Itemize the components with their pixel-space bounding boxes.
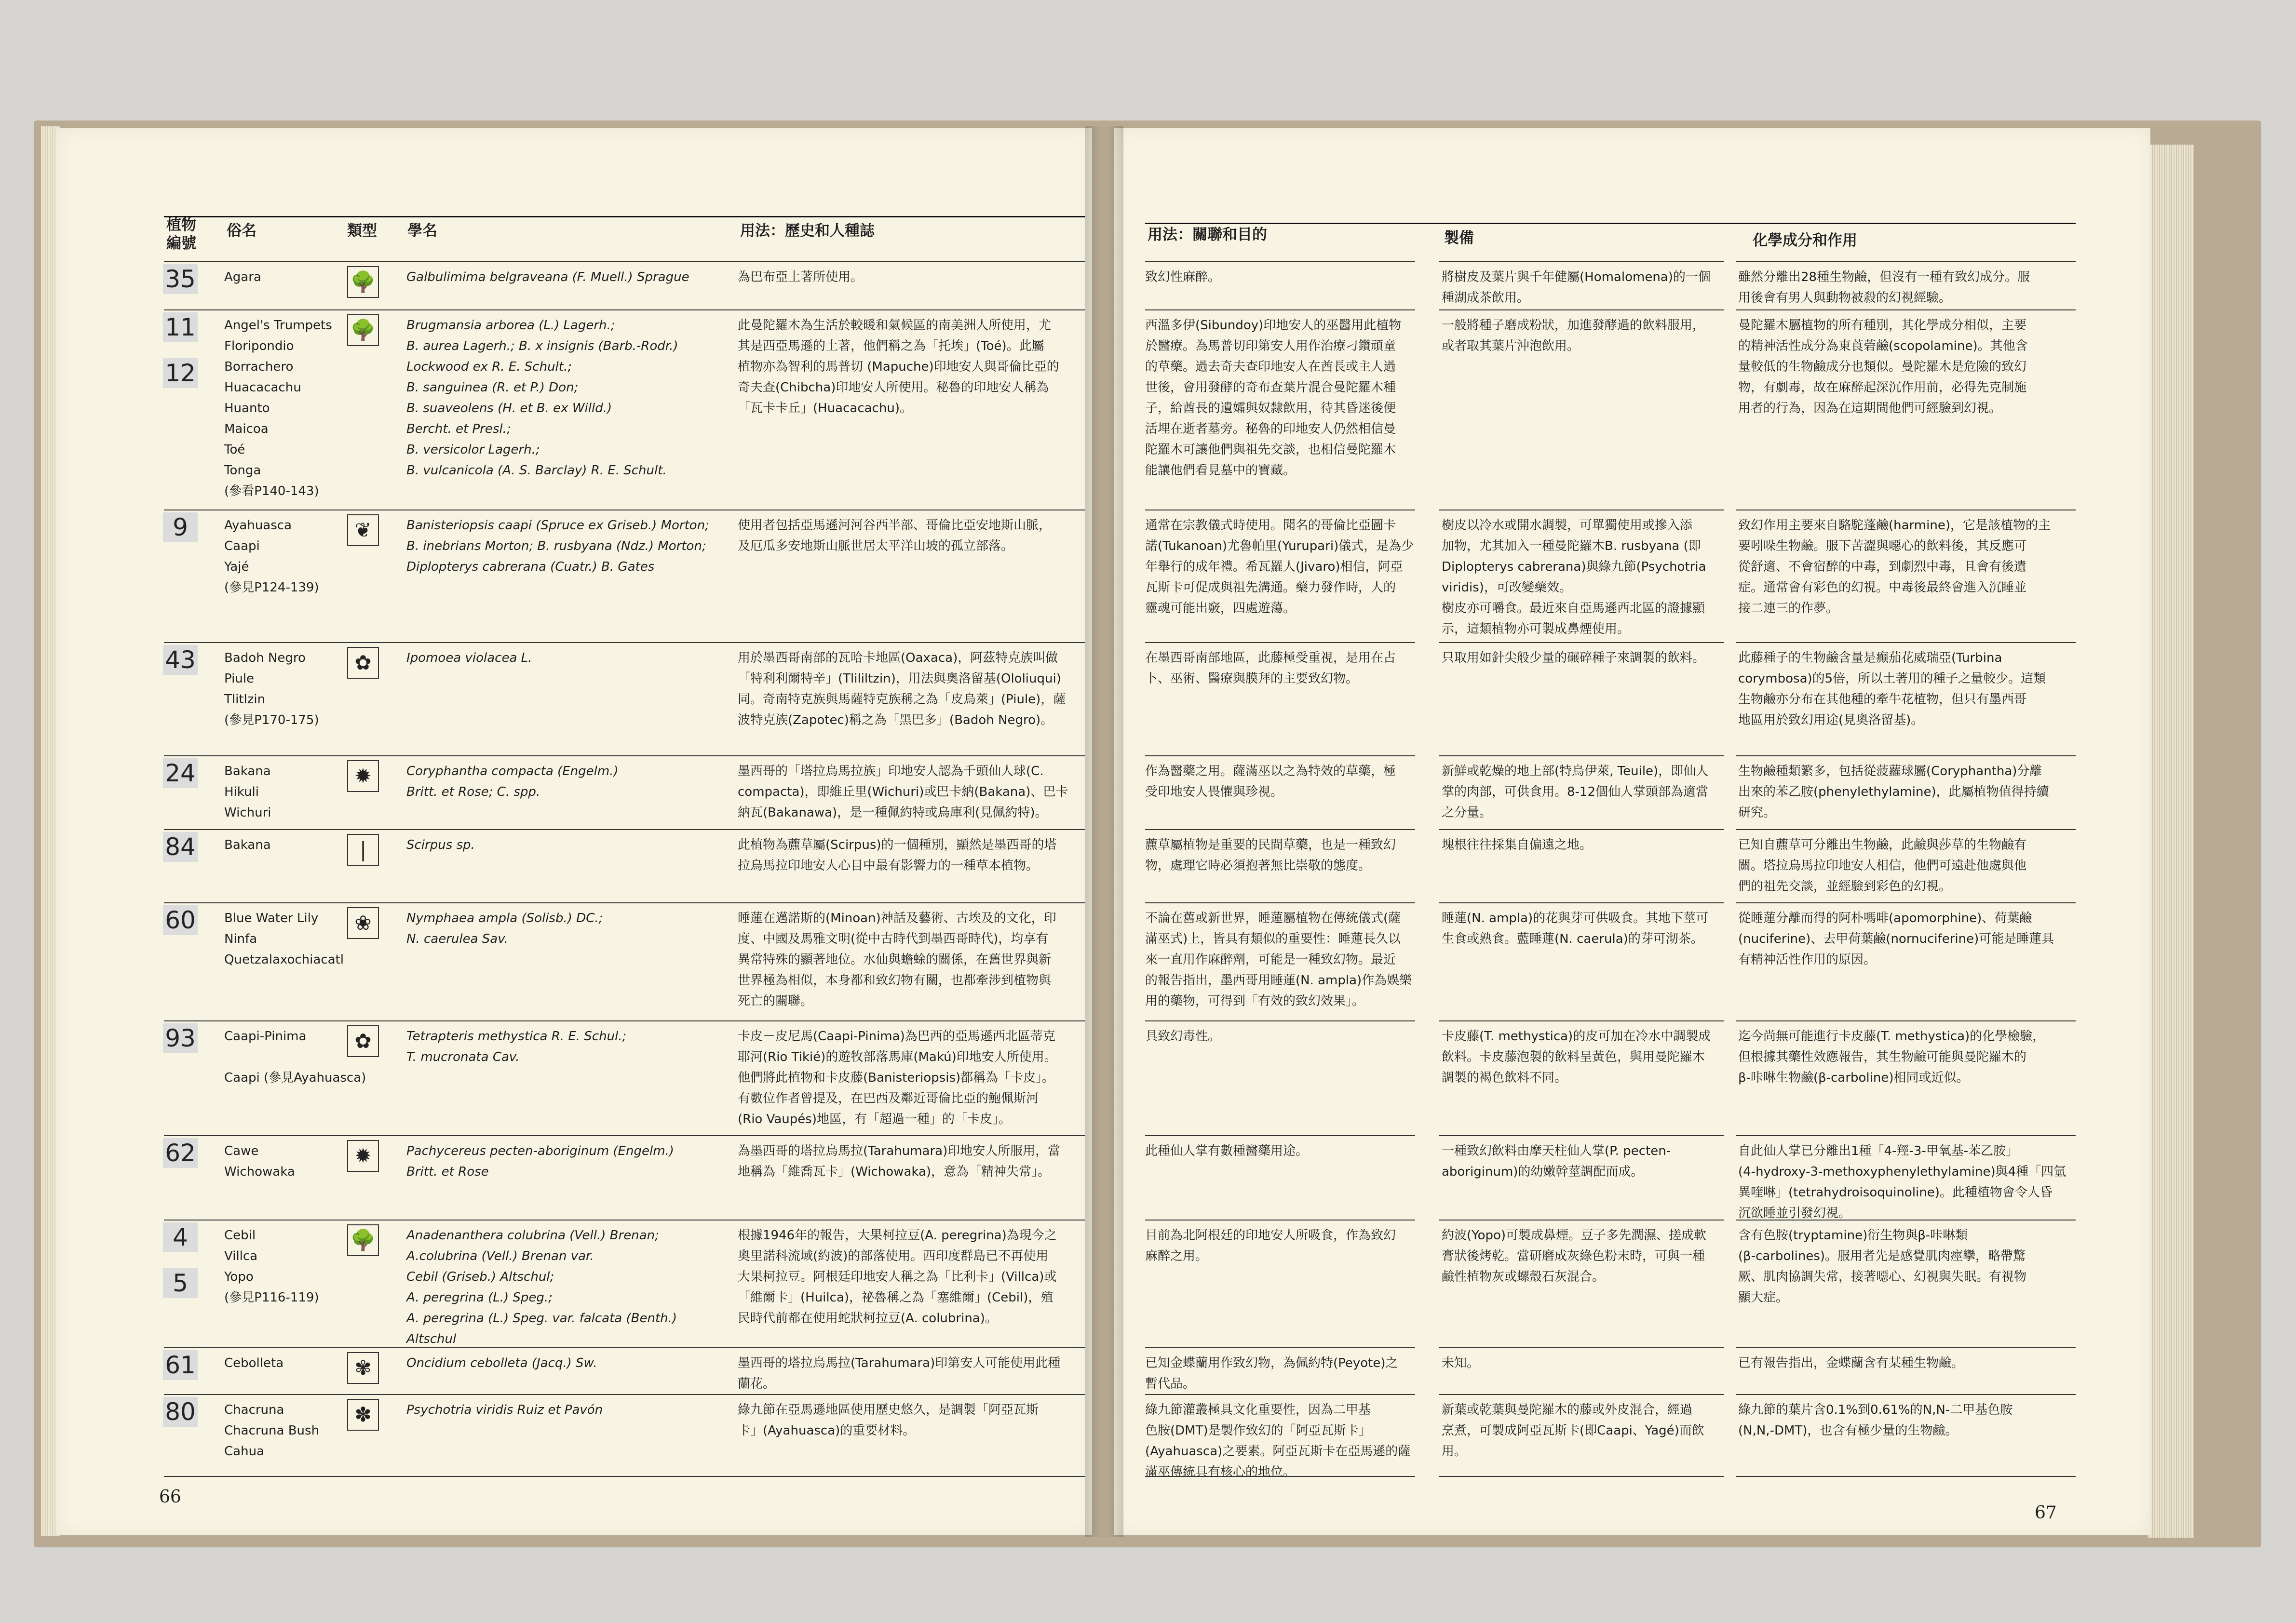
page-stack-right xyxy=(2148,145,2194,1538)
shrub-icon: ✽ xyxy=(347,1399,379,1431)
cell-chemistry: 曼陀羅木屬植物的所有種別，其化學成分相似，主要 的精神活性成分為東莨菪鹼(scopolamine)。其他含 量較低的生物鹼成分也類似。曼陀羅木是危險的致幻 物，有劇毒，故在麻醉起深沉作用前，必得先克制施 用者的行為，因為在這期間他們可經驗到幻視。 xyxy=(1738,318,2028,416)
row-separator xyxy=(1439,1020,1724,1021)
plant-number-badge: 24 xyxy=(163,758,198,788)
row-separator xyxy=(1439,1135,1724,1136)
plant-number-badge: 12 xyxy=(163,358,198,388)
cell-scientific: Brugmansia arborea (L.) Lagerh.; B. aurea Lagerh.; B. x insignis (Barb.-Rodr.) Lockwood ex R. E. Schult.; B. sanguinea (R. et P.) Don; B. suaveolens (H. et B. ex Willd.) Bercht. et Presl.; B. versicolor Lagerh.; B. vulcanicola (A. S. Barclay) R. E. Schult. xyxy=(406,318,678,478)
row-separator xyxy=(733,1347,1085,1348)
cell-scientific: Psychotria viridis Ruiz et Pavón xyxy=(406,1403,603,1417)
row-separator xyxy=(733,261,1085,262)
row-separator xyxy=(1145,1394,1415,1395)
plant-number-badge: 5 xyxy=(163,1268,198,1298)
cell-purpose: 已知金蝶蘭用作致幻物，為佩約特(Peyote)之 暫代品。 xyxy=(1145,1356,1398,1391)
book-gutter xyxy=(1085,126,1123,1537)
table-bottom-rule xyxy=(1736,1476,2076,1477)
cell-scientific: Coryphantha compacta (Engelm.) Britt. et Rose; C. spp. xyxy=(406,764,619,799)
cell-chemistry: 雖然分離出28種生物鹼，但沒有一種有致幻成分。服 用後會有男人與動物被殺的幻視經驗。 xyxy=(1738,270,2030,305)
cactus-icon: ✹ xyxy=(347,760,379,792)
cell-history: 為巴布亞土著所使用。 xyxy=(738,270,864,284)
cell-chemistry: 致幻作用主要來自駱駝蓬鹼(harmine)，它是該植物的主 要吲哚生物鹼。服下苦澀與噁心的飲料後，其反應可 從舒適、不會宿醉的中毒，到劇烈中毒，且會有後遺 症。通常會有彩色的幻視。中毒後最終會進入沉睡並 接二連三的作夢。 xyxy=(1738,518,2051,616)
cell-common: Caapi-Pinima Caapi (參見Ayahuasca) xyxy=(224,1029,366,1085)
table-bottom-rule xyxy=(164,1476,735,1477)
cell-history: 墨西哥的塔拉烏馬拉(Tarahumara)印第安人可能使用此種 蘭花。 xyxy=(738,1356,1061,1391)
row-separator xyxy=(733,1394,1085,1395)
row-separator xyxy=(733,1220,1085,1221)
cell-preparation: 新葉或乾葉與曼陀羅木的藤或外皮混合，經過 烹煮，可製成阿亞瓦斯卡(即Caapi、Yagé)而飲 用。 xyxy=(1442,1403,1704,1459)
cell-preparation: 約波(Yopo)可製成鼻煙。豆子多先潤濕、搓成軟 膏狀後烤乾。當研磨成灰綠色粉末時，可與一種 鹼性植物灰或螺殼石灰混合。 xyxy=(1442,1228,1707,1284)
cell-scientific: Scirpus sp. xyxy=(406,838,475,852)
cell-history: 墨西哥的「塔拉烏馬拉族」印地安人認為千頭仙人球(C. compacta)，即維丘里(Wichuri)或巴卡納(Bakana)、巴卡 納瓦(Bakanawa)，是一種佩約特或烏庫利(見佩約特)。 xyxy=(738,764,1068,820)
cell-common: Chacruna Chacruna Bush Cahua xyxy=(224,1403,320,1459)
cactus-icon: ✹ xyxy=(347,1140,379,1172)
plant-number-badge: 60 xyxy=(163,905,198,935)
cell-chemistry: 生物鹼種類繁多，包括從菠蘿球屬(Coryphantha)分離 出來的苯乙胺(phenylethylamine)，此屬植物值得持續 研究。 xyxy=(1738,764,2049,820)
row-separator xyxy=(1736,1020,2076,1021)
cell-history: 為墨西哥的塔拉烏馬拉(Tarahumara)印地安人所服用，當 地稱為「維喬瓦卡」(Wichowaka)，意為「精神失常」。 xyxy=(738,1144,1061,1179)
page-number-left: 66 xyxy=(159,1487,181,1507)
cell-purpose: 通常在宗教儀式時使用。聞名的哥倫比亞圖卡 諾(Tukanoan)尤魯帕里(Yurupari)儀式，是為少 年舉行的成年禮。希瓦羅人(Jivaro)相信，阿亞 瓦斯卡可促成與祖先溝通。藥力發作時，人的 靈魂可能出竅，四處遊蕩。 xyxy=(1145,518,1414,616)
row-separator xyxy=(164,642,735,643)
plant-number-badge: 11 xyxy=(163,312,198,342)
cell-scientific: Banisteriopsis caapi (Spruce ex Griseb.) Morton; B. inebrians Morton; B. rusbyana (Ndz.) Morton; Diplopterys cabrerana (Cuatr.) B. Gates xyxy=(406,518,709,574)
cell-chemistry: 綠九節的葉片含0.1%到0.61%的N,N-二甲基色胺 (N,N,-DMT)，也含有極少量的生物鹼。 xyxy=(1738,1403,2013,1438)
cell-common: Cebolleta xyxy=(224,1356,284,1370)
row-separator xyxy=(733,1020,1085,1021)
lotus-icon: ❀ xyxy=(347,907,379,939)
cell-scientific: Pachycereus pecten-aboriginum (Engelm.) Britt. et Rose xyxy=(406,1144,674,1179)
table-bottom-rule xyxy=(1145,1476,1415,1477)
row-separator xyxy=(1145,1220,1415,1221)
cell-chemistry: 含有色胺(tryptamine)衍生物與β-咔啉類 (β-carbolines)。服用者先是感覺肌肉痙攣，略帶驚 厥、肌肉協調失常，接著噁心、幻視與失眠。有視物 顯大症。 xyxy=(1738,1228,2027,1305)
cell-preparation: 塊根往往採集自偏遠之地。 xyxy=(1442,838,1593,852)
row-separator xyxy=(1736,261,2076,262)
row-separator xyxy=(164,261,735,262)
cell-common: Badoh Negro Piule Tlitlzin (參見P170-175) xyxy=(224,651,319,727)
vine-icon: ❦ xyxy=(347,514,379,546)
cell-history: 卡皮－皮尼馬(Caapi-Pinima)為巴西的亞馬遜西北區蒂克 耶河(Rio Tikié)的遊牧部落馬庫(Makú)印地安人所使用。 他們將此植物和卡皮藤(Banisteriopsis)都稱為「卡皮」。 有數位作者曾提及，在巴西及鄰近哥倫比亞的鮑佩斯河 (Rio Vaupés)地區，有「超過一種」的「卡皮」。 xyxy=(738,1029,1057,1127)
row-separator xyxy=(1736,309,2076,310)
row-separator xyxy=(1439,902,1724,903)
row-separator xyxy=(1145,1020,1415,1021)
row-separator xyxy=(1439,755,1724,756)
cell-common: Angel's Trumpets Floripondio Borrachero Huacacachu Huanto Maicoa Toé Tonga (參看P140-143) xyxy=(224,318,332,498)
cell-history: 根據1946年的報告，大果柯拉豆(A. peregrina)為現今之 奧里諾科流域(約波)的部落使用。西印度群島已不再使用 大果柯拉豆。阿根廷印地安人稱之為「比利卡」(Villca)或 「維爾卡」(Huilca)，祕魯稱之為「塞維爾」(Cebil)，殖 民時代前都在使用蛇狀柯拉豆(A. colubrina)。 xyxy=(738,1228,1057,1326)
cell-history: 睡蓮在邁諾斯的(Minoan)神話及藝術、古埃及的文化，印 度、中國及馬雅文明(從中古時代到墨西哥時代)，均享有 異常特殊的顯著地位。水仙與蟾蜍的關係，在舊世界與新 世界極為相似，本身都和致幻物有關，也都牽涉到植物與 死亡的關聯。 xyxy=(738,911,1056,1008)
row-separator xyxy=(1145,902,1415,903)
cell-common: Cawe Wichowaka xyxy=(224,1144,295,1179)
cell-preparation: 只取用如針尖般少量的碾碎種子來調製的飲料。 xyxy=(1442,651,1705,665)
header-chemistry: 化學成分和作用 xyxy=(1753,232,1857,249)
row-separator xyxy=(1439,309,1724,310)
header-purpose: 用法：關聯和目的 xyxy=(1148,226,1267,243)
row-separator xyxy=(733,642,1085,643)
cell-scientific: Ipomoea violacea L. xyxy=(406,651,532,665)
cell-chemistry: 從睡蓮分離而得的阿朴嗎啡(apomorphine)、荷葉鹼 (nuciferine)、去甲荷葉鹼(nornuciferine)可能是睡蓮具 有精神活性作用的原因。 xyxy=(1738,911,2054,967)
cell-history: 此曼陀羅木為生活於較暖和氣候區的南美洲人所使用，尤 其是西亞馬遜的土著，他們稱之為「托埃」(Toé)。此屬 植物亦為智利的馬普切 (Mapuche)印地安人與哥倫比亞的 奇夫查(Chibcha)印地安人所使用。秘魯的印地安人稱為 「瓦卡卡丘」(Huacacachu)。 xyxy=(738,318,1059,416)
cell-purpose: 不論在舊或新世界，睡蓮屬植物在傳統儀式(薩 滿巫式)上，皆具有類似的重要性：睡蓮長久以 來一直用作麻醉劑，可能是一種致幻物。最近 的報告指出，墨西哥用睡蓮(N. ampla)作為娛樂 用的藥物，可得到「有效的致幻效果」。 xyxy=(1145,911,1412,1008)
cell-purpose: 目前為北阿根廷的印地安人所吸食，作為致幻 麻醉之用。 xyxy=(1145,1228,1396,1263)
header-common-name: 俗名 xyxy=(227,222,257,240)
cell-scientific: Tetrapteris methystica R. E. Schul.; T. mucronata Cav. xyxy=(406,1029,627,1064)
cell-scientific: Oncidium cebolleta (Jacq.) Sw. xyxy=(406,1356,597,1370)
cell-purpose: 作為醫藥之用。薩滿巫以之為特效的草藥，極 受印地安人畏懼與珍視。 xyxy=(1145,764,1396,799)
cell-purpose: 綠九節灌叢極具文化重要性，因為二甲基 色胺(DMT)是製作致幻的「阿亞瓦斯卡」 (Ayahuasca)之要素。阿亞瓦斯卡在亞馬遜的薩 滿巫傳統具有核心的地位。 xyxy=(1145,1403,1411,1479)
flower-vine-icon: ✿ xyxy=(347,1025,379,1057)
plant-number-badge: 9 xyxy=(163,512,198,542)
cell-purpose: 西溫多伊(Sibundoy)印地安人的巫醫用此植物 於醫療。為馬普切印第安人用作治療刁鑽頑童 的草藥。過去奇夫查印地安人在酋長或主人過 世後，會用發酵的奇布查葉片混合曼陀羅木種 子，給酋長的遺孀與奴隸飲用，待其昏迷後便 活埋在逝者墓旁。秘魯的印地安人仍然相信曼 陀羅木可讓他們與祖先交談，也相信曼陀羅木 能讓他們看見墓中的寶藏。 xyxy=(1145,318,1402,478)
grass-icon: ❘ xyxy=(347,834,379,866)
row-separator xyxy=(733,1135,1085,1136)
row-separator xyxy=(164,1020,735,1021)
header-preparation: 製備 xyxy=(1444,229,1474,247)
row-separator xyxy=(164,309,735,310)
cell-purpose: 具致幻毒性。 xyxy=(1145,1029,1221,1044)
cell-purpose: 藨草屬植物是重要的民間草藥，也是一種致幻 物，處理它時必須抱著無比崇敬的態度。 xyxy=(1145,838,1396,873)
header-top-rule-right xyxy=(1145,223,2076,224)
cell-chemistry: 迄今尚無可能進行卡皮藤(T. methystica)的化學檢驗， 但根據其藥性效應報告，其生物鹼可能與曼陀羅木的 β-咔啉生物鹼(β-carboline)相同或近似。 xyxy=(1738,1029,2045,1085)
row-separator xyxy=(164,1394,735,1395)
cell-common: Bakana Hikuli Wichuri xyxy=(224,764,271,820)
row-separator xyxy=(1145,1347,1415,1348)
row-separator xyxy=(1439,1347,1724,1348)
cell-scientific: Nymphaea ampla (Solisb.) DC.; N. caerulea Sav. xyxy=(406,911,603,946)
cell-purpose: 致幻性麻醉。 xyxy=(1145,270,1221,284)
table-bottom-rule xyxy=(1439,1476,1724,1477)
plant-number-badge: 93 xyxy=(163,1023,198,1053)
cell-common: Bakana xyxy=(224,838,271,852)
plant-number-badge: 35 xyxy=(163,264,198,294)
row-separator xyxy=(1736,1135,2076,1136)
table-bottom-rule xyxy=(733,1476,1085,1477)
row-separator xyxy=(164,1347,735,1348)
row-separator xyxy=(1145,309,1415,310)
row-separator xyxy=(1439,829,1724,830)
row-separator xyxy=(164,1135,735,1136)
row-separator xyxy=(1736,1394,2076,1395)
cell-history: 用於墨西哥南部的瓦哈卡地區(Oaxaca)，阿茲特克族叫做 「特利利爾特辛」(Tlililtzin)，用法與奧洛留基(Ololiuqui) 同。奇南特克族與馬薩特克族稱之為「皮烏萊」(Piule)，薩 波特克族(Zapotec)稱之為「黑巴多」(Badoh Negro)。 xyxy=(738,651,1066,727)
row-separator xyxy=(1736,755,2076,756)
cell-history: 使用者包括亞馬遜河河谷西半部、哥倫比亞安地斯山脈， 及厄瓜多安地斯山脈世居太平洋山坡的孤立部落。 xyxy=(738,518,1052,553)
flower-vine-icon: ✿ xyxy=(347,647,379,679)
plant-number-badge: 84 xyxy=(163,832,198,862)
cell-preparation: 新鮮或乾燥的地上部(特烏伊萊, Teuile)，即仙人 掌的肉部，可供食用。8-12個仙人掌頭部為適當 之分量。 xyxy=(1442,764,1709,820)
row-separator xyxy=(733,755,1085,756)
cell-chemistry: 已知自藨草可分離出生物鹼，此鹼與莎草的生物鹼有 關。塔拉烏馬拉印地安人相信，他們可遠赴他處與他 們的祖先交談，並經驗到彩色的幻視。 xyxy=(1738,838,2027,894)
cell-preparation: 卡皮藤(T. methystica)的皮可加在冷水中調製成 飲料。卡皮藤泡製的飲料呈黃色，與用曼陀羅木 調製的褐色飲料不同。 xyxy=(1442,1029,1711,1085)
row-separator xyxy=(164,829,735,830)
cell-scientific: Galbulimima belgraveana (F. Muell.) Sprague xyxy=(406,270,689,284)
header-top-rule-left xyxy=(164,216,1085,217)
row-separator xyxy=(1439,642,1724,643)
header-plant-number: 植物 編號 xyxy=(166,216,196,252)
cell-purpose: 在墨西哥南部地區，此藤極受重視，是用在占 卜、巫術、醫療與膜拜的主要致幻物。 xyxy=(1145,651,1396,686)
cell-preparation: 一種致幻飲料由摩天柱仙人掌(P. pecten- aboriginum)的幼嫩幹莖調配而成。 xyxy=(1442,1144,1671,1179)
row-separator xyxy=(733,309,1085,310)
cell-preparation: 將樹皮及葉片與千年健屬(Homalomena)的一個 種湖成茶飲用。 xyxy=(1442,270,1711,305)
row-separator xyxy=(1736,1347,2076,1348)
row-separator xyxy=(733,829,1085,830)
row-separator xyxy=(1439,261,1724,262)
cell-common: Agara xyxy=(224,270,261,284)
cell-common: Cebil Villca Yopo (參見P116-119) xyxy=(224,1228,319,1305)
plant-number-badge: 62 xyxy=(163,1138,198,1168)
header-scientific-name: 學名 xyxy=(407,222,437,240)
row-separator xyxy=(1736,829,2076,830)
page-number-right: 67 xyxy=(2035,1503,2057,1523)
row-separator xyxy=(164,1220,735,1221)
cell-preparation: 一般將種子磨成粉狀，加進發酵過的飲料服用， 或者取其葉片沖泡飲用。 xyxy=(1442,318,1705,353)
row-separator xyxy=(1145,261,1415,262)
row-separator xyxy=(733,902,1085,903)
row-separator xyxy=(1736,902,2076,903)
tree-icon: 🌳 xyxy=(347,1224,379,1256)
row-separator xyxy=(1736,1220,2076,1221)
cell-chemistry: 此藤種子的生物鹼含量是癫茄花威瑞亞(Turbina corymbosa)的5倍，所以土著用的種子之量較少。這類 生物鹼亦分布在其他種的牽牛花植物，但只有墨西哥 地區用於致幻用途(見奧洛留基)。 xyxy=(1738,651,2046,727)
cell-preparation: 樹皮以冷水或開水調製，可單獨使用或摻入添 加物，尤其加入一種曼陀羅木B. rusbyana (即 Diplopterys cabrerana)與綠九節(Psychotria viridis)，可改變藥效。 樹皮亦可嚼食。最近來自亞馬遜西北區的證據顯 示，這類植物亦可製成鼻煙使用。 xyxy=(1442,518,1706,636)
cell-history: 綠九節在亞馬遜地區使用歷史悠久，是調製「阿亞瓦斯 卡」(Ayahuasca)的重要材料。 xyxy=(738,1403,1039,1438)
row-separator xyxy=(1439,1394,1724,1395)
row-separator xyxy=(1145,642,1415,643)
cell-preparation: 睡蓮(N. ampla)的花與芽可供吸食。其地下莖可 生食或熟食。藍睡蓮(N. caerula)的芽可沏茶。 xyxy=(1442,911,1709,946)
row-separator xyxy=(1145,829,1415,830)
tree-icon: 🌳 xyxy=(347,266,379,298)
cell-purpose: 此種仙人掌有數種醫藥用途。 xyxy=(1145,1144,1309,1158)
cell-history: 此植物為藨草屬(Scirpus)的一個種別，顯然是墨西哥的塔 拉烏馬拉印地安人心目中最有影響力的一種草本植物。 xyxy=(738,838,1057,873)
row-separator xyxy=(1736,642,2076,643)
row-separator xyxy=(164,902,735,903)
cell-chemistry: 自此仙人掌已分離出1種「4-羥-3-甲氧基-苯乙胺」 (4-hydroxy-3-methoxyphenylethylamine)與4種「四氫 異喹啉」(tetrahydroisoquinoline)。此種植物會令人昏 沉欲睡並引發幻視。 xyxy=(1738,1144,2066,1221)
cell-scientific: Anadenanthera colubrina (Vell.) Brenan; A.colubrina (Vell.) Brenan var. Cebil (Griseb.) Altschul; A. peregrina (L.) Speg.; A. peregrina (L.) Speg. var. falcata (Benth.) Altschul xyxy=(406,1228,677,1346)
cell-chemistry: 已有報告指出，金蝶蘭含有某種生物鹼。 xyxy=(1738,1356,1964,1370)
cell-preparation: 未知。 xyxy=(1442,1356,1480,1370)
tree-icon: 🌳 xyxy=(347,314,379,346)
row-separator xyxy=(1145,755,1415,756)
plant-number-badge: 4 xyxy=(163,1222,198,1252)
header-category: 類型 xyxy=(347,222,377,240)
plant-number-badge: 61 xyxy=(163,1350,198,1380)
cell-common: Ayahuasca Caapi Yajé (參見P124-139) xyxy=(224,518,319,595)
row-separator xyxy=(164,755,735,756)
plant-number-badge: 43 xyxy=(163,645,198,675)
row-separator xyxy=(1145,1135,1415,1136)
cell-common: Blue Water Lily Ninfa Quetzalaxochiacatl xyxy=(224,911,344,967)
header-history: 用法：歷史和人種誌 xyxy=(740,222,875,240)
row-separator xyxy=(1439,1220,1724,1221)
plant-number-badge: 80 xyxy=(163,1397,198,1427)
orchid-icon: ✾ xyxy=(347,1352,379,1384)
